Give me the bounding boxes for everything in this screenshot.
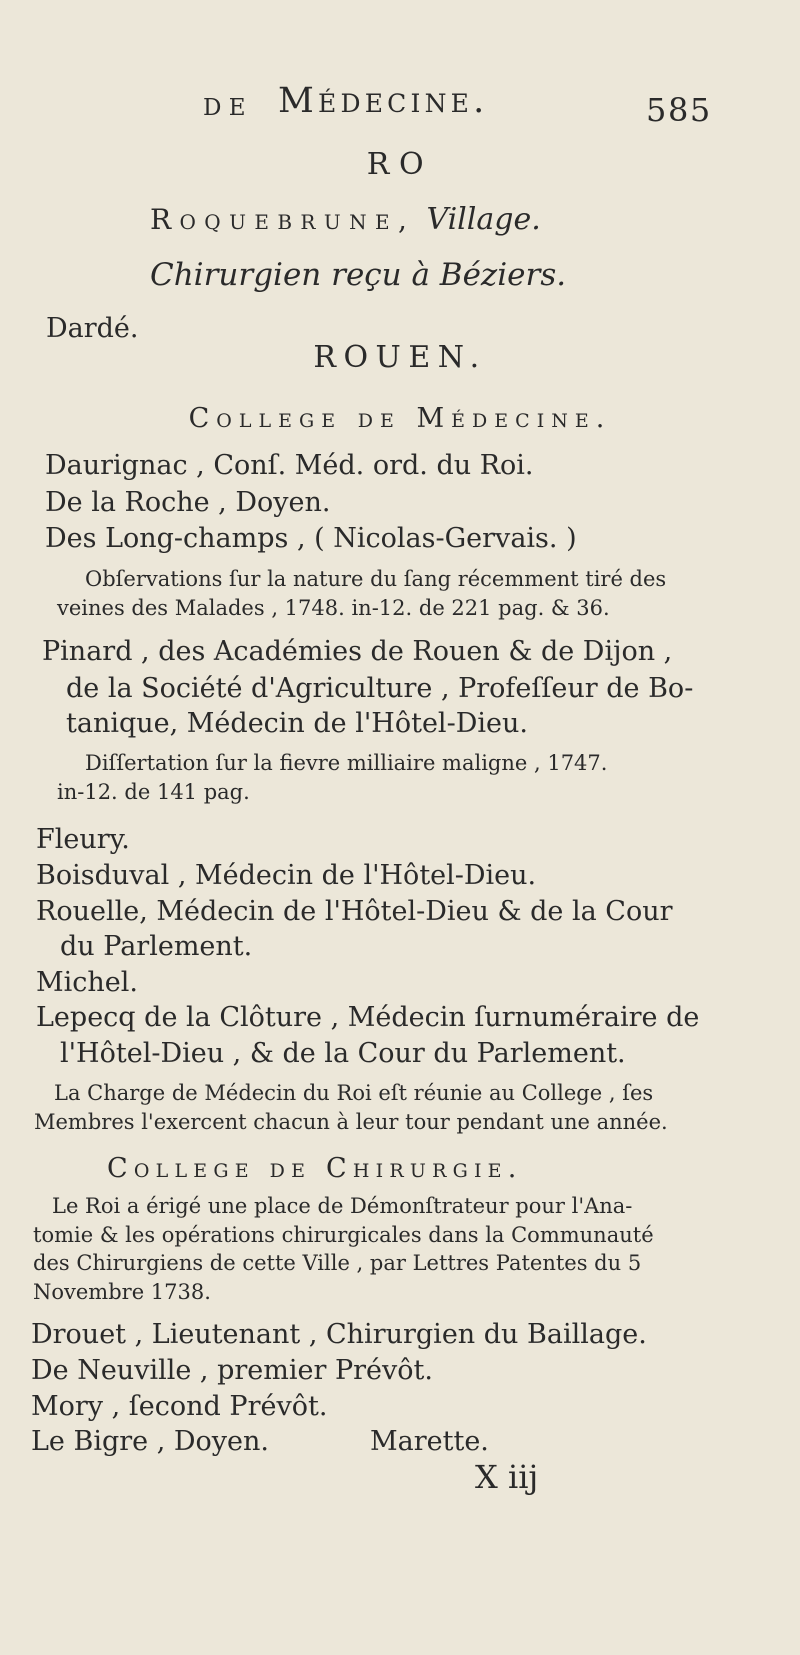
entry-de-neuville: De Neuville , premier Prévôt.	[31, 1355, 433, 1386]
entry-de-la-roche: De la Roche , Doyen.	[45, 487, 331, 518]
entry-marette: Marette.	[370, 1426, 489, 1457]
entry-pinard-line3: tanique, Médecin de l'Hôtel-Dieu.	[66, 708, 528, 739]
entry-darde: Dardé.	[46, 313, 139, 344]
section-letters-ro: RO	[366, 147, 434, 182]
note-roi-line2: tomie & les opérations chirurgicales dans la Communauté	[33, 1223, 654, 1247]
running-title-de: DE	[203, 95, 253, 121]
note-roi-line1: Le Roi a érigé une place de Démonſtrateur pour l'Ana-	[52, 1194, 633, 1218]
note-observations-line2: veines des Malades , 1748. in-12. de 221 pag. & 36.	[57, 596, 610, 620]
note-roi-line3: des Chirurgiens de cette Ville , par Lettres Patentes du 5	[33, 1251, 642, 1275]
note-dissertation-line1: Diſſertation ſur la fievre milliaire maligne , 1747.	[85, 751, 608, 775]
note-charge-line2: Membres l'exercent chacun à leur tour pendant une année.	[34, 1110, 668, 1134]
entry-pinard-line1: Pinard , des Académies de Rouen & de Dijon ,	[42, 636, 673, 667]
entry-rouelle-line1: Rouelle, Médecin de l'Hôtel-Dieu & de la Cour	[36, 896, 673, 927]
entry-pinard-line2: de la Société d'Agriculture , Profeſſeur de Bo-	[66, 673, 694, 704]
note-dissertation-line2: in-12. de 141 pag.	[57, 780, 250, 804]
entry-fleury: Fleury.	[36, 824, 130, 855]
section-heading-college-medecine: College de Médecine.	[188, 403, 612, 434]
entry-rouelle-line2: du Parlement.	[60, 931, 253, 962]
page-number: 585	[646, 91, 712, 129]
entry-le-bigre: Le Bigre , Doyen.	[31, 1426, 269, 1457]
place-heading-rouen: ROUEN.	[313, 340, 487, 375]
entry-michel: Michel.	[36, 967, 138, 998]
place-name-roquebrune: Roquebrune,	[150, 203, 416, 236]
entry-boisduval: Boisduval , Médecin de l'Hôtel-Dieu.	[36, 860, 537, 891]
entry-mory: Mory , ſecond Prévôt.	[31, 1391, 328, 1422]
running-title-medecine: Médecine.	[278, 81, 489, 121]
entry-drouet: Drouet , Lieutenant , Chirurgien du Baillage.	[31, 1319, 647, 1350]
section-heading-college-chirurgie: College de Chirurgie.	[107, 1153, 523, 1184]
place-heading-roquebrune	[150, 202, 541, 237]
entry-daurignac: Daurignac , Conſ. Méd. ord. du Roi.	[45, 450, 534, 481]
place-type-village: Village.	[426, 202, 541, 237]
signature-mark: X iij	[475, 1458, 539, 1496]
note-charge-line1: La Charge de Médecin du Roi eſt réunie au College , ſes	[54, 1081, 654, 1105]
entry-des-long-champs: Des Long-champs , ( Nicolas-Gervais. )	[45, 523, 577, 554]
note-roi-line4: Novembre 1738.	[33, 1280, 211, 1304]
note-observations-line1: Obſervations ſur la nature du ſang récemment tiré des	[85, 567, 667, 591]
subheading-chirurgien-recu: Chirurgien reçu à Béziers.	[150, 257, 567, 293]
entry-lepecq-line2: l'Hôtel-Dieu , & de la Cour du Parlement.	[60, 1038, 626, 1069]
entry-lepecq-line1: Lepecq de la Clôture , Médecin ſurnuméraire de	[36, 1002, 700, 1033]
